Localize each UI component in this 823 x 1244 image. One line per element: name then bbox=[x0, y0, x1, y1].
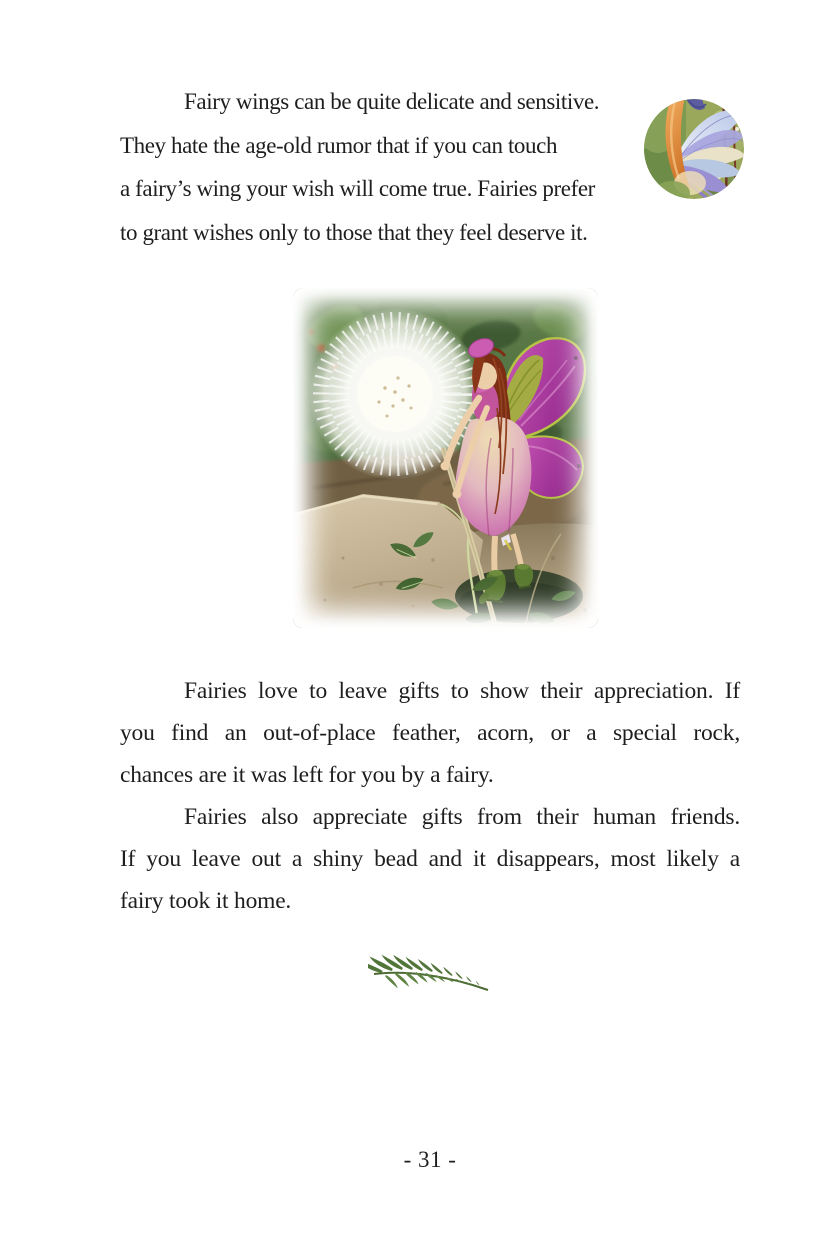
text-line: chances are it was left for you by a fairy. bbox=[120, 762, 494, 788]
fairy-wing-medallion-art bbox=[644, 99, 744, 199]
fern-leaf-art bbox=[368, 944, 492, 1002]
paragraph-human-gifts bbox=[120, 796, 740, 922]
text-line: If you leave out a shiny bead and it disappears, most likely a bbox=[120, 846, 740, 872]
text-line: a fairy’s wing your wish will come true. Fairies prefer bbox=[120, 176, 595, 201]
text-line: Fairies also appreciate gifts from their human friends. bbox=[184, 804, 740, 830]
text-line: Fairy wings can be quite delicate and sensitive. bbox=[184, 89, 600, 114]
text-line: fairy took it home. bbox=[120, 888, 292, 914]
paragraph-fairy-gifts bbox=[120, 670, 740, 796]
fairy-photo bbox=[293, 288, 598, 628]
text-line: Fairies love to leave gifts to show their appreciation. If bbox=[184, 678, 740, 704]
fairy-photo-art bbox=[293, 288, 598, 628]
text-line: to grant wishes only to those that they feel deserve it. bbox=[120, 219, 588, 245]
text-line: you find an out-of-place feather, acorn, or a special rock, bbox=[120, 720, 740, 746]
fairy-wing-medallion-image bbox=[644, 99, 744, 199]
page-number: - 31 - bbox=[403, 1147, 457, 1172]
fern-ornament bbox=[368, 944, 492, 1002]
text-line: They hate the age-old rumor that if you can touch bbox=[120, 132, 558, 158]
